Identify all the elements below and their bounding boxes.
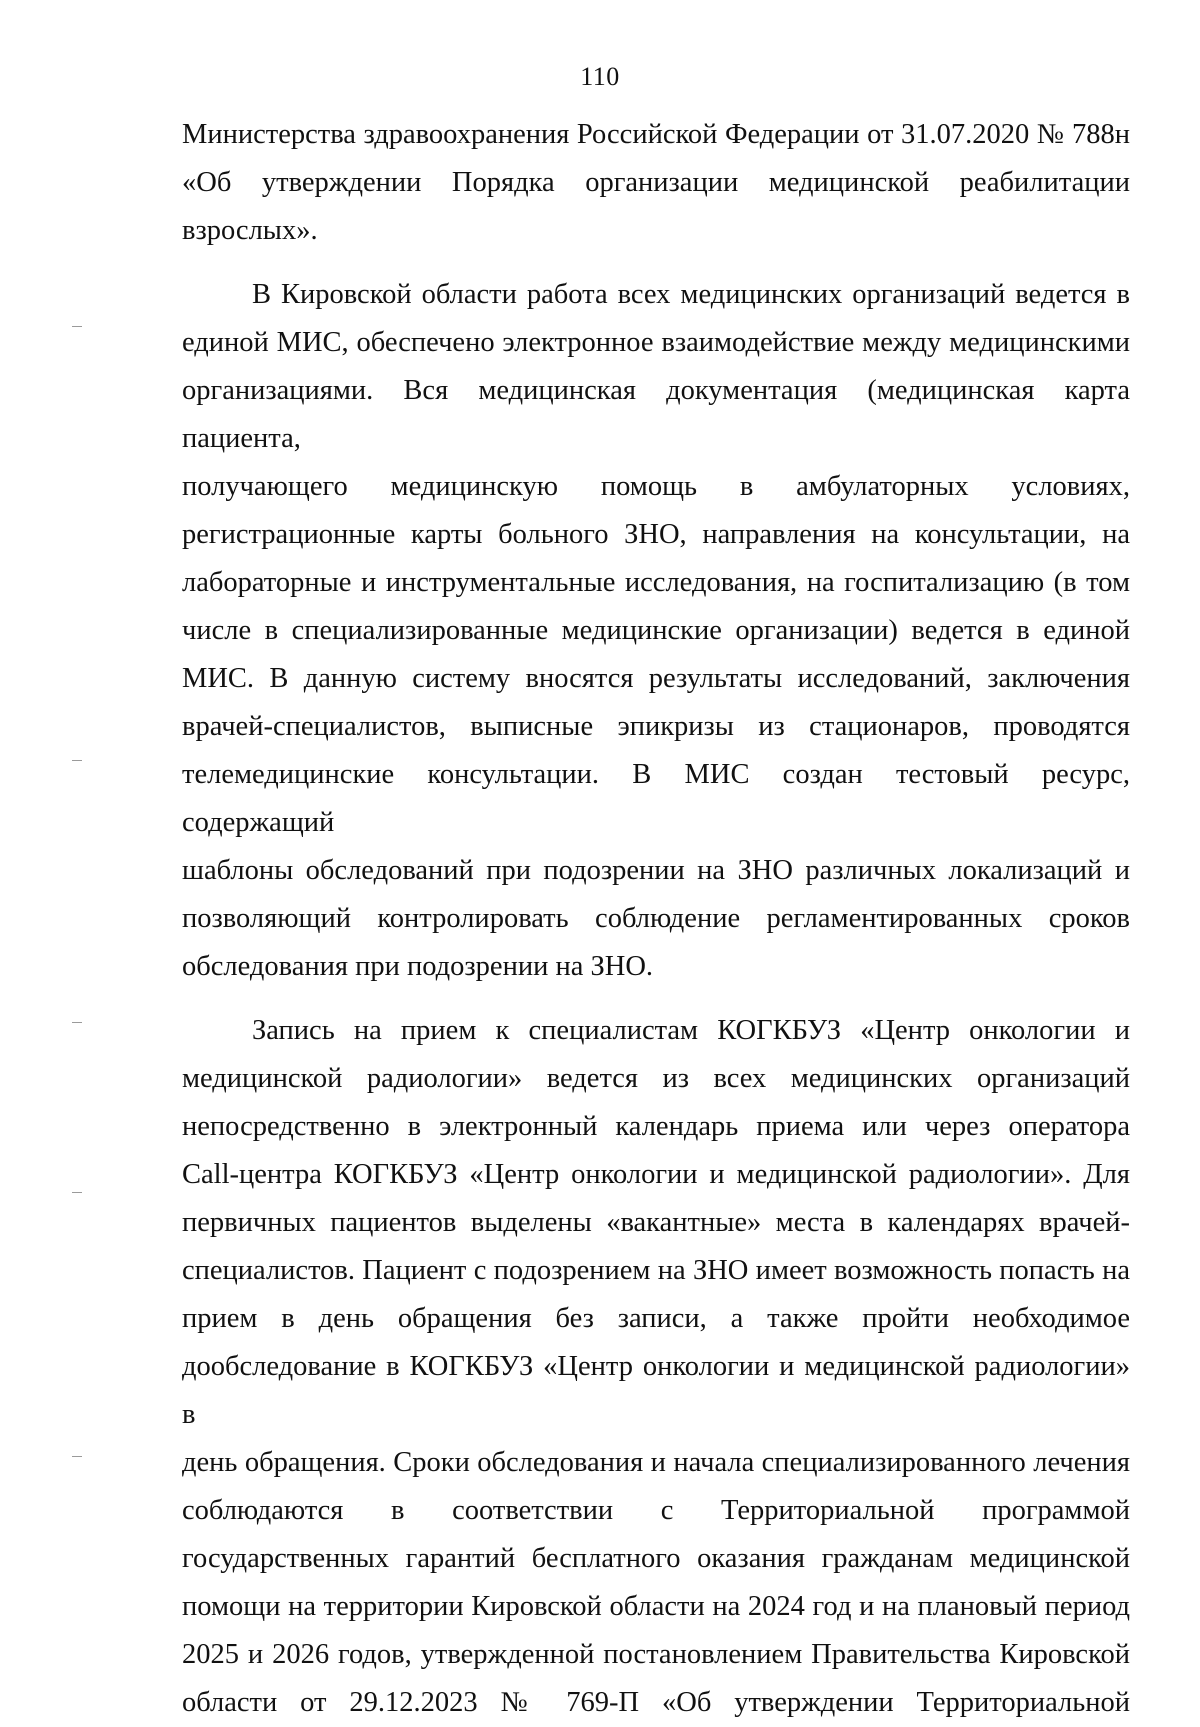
text-line: МИС. В данную систему вносятся результаты исследований, заключения [182,663,1130,694]
text-line: 2025 и 2026 годов, утвержденной постановлением Правительства Кировской [182,1639,1130,1670]
text-line: шаблоны обследований при подозрении на ЗНО различных локализаций и [182,855,1130,886]
text-line: врачей-специалистов, выписные эпикризы из стационаров, проводятся [182,711,1130,742]
scan-mark [72,326,82,327]
text-line: соблюдаются в соответствии с Территориальной программой [182,1495,1130,1526]
text-line: области от 29.12.2023 № 769-П «Об утверждении Территориальной [182,1687,1130,1718]
text-line: В Кировской области работа всех медицинских организаций ведется в [252,279,1130,310]
text-line: первичных пациентов выделены «вакантные» места в календарях врачей- [182,1207,1130,1238]
page-number: 110 [580,62,620,91]
text-line: единой МИС, обеспечено электронное взаимодействие между медицинскими [182,327,1130,358]
text-line: помощи на территории Кировской области на 2024 год и на плановый период [182,1591,1130,1622]
text-line: позволяющий контролировать соблюдение регламентированных сроков [182,903,1130,934]
text-line: организациями. Вся медицинская документация (медицинская карта пациента, [182,375,1130,454]
text-line: «Об утверждении Порядка организации медицинской реабилитации [182,167,1130,198]
text-line: Запись на прием к специалистам КОГКБУЗ «Центр онкологии и [252,1015,1130,1046]
text-line: регистрационные карты больного ЗНО, направления на консультации, на [182,519,1130,550]
scan-mark [72,1456,82,1457]
scan-mark [72,1192,82,1193]
text-line: прием в день обращения без записи, а также пройти необходимое [182,1303,1130,1334]
paragraph-2 [182,271,1130,991]
text-line: специалистов. Пациент с подозрением на ЗНО имеет возможность попасть на [182,1255,1130,1286]
text-line: Call-центра КОГКБУЗ «Центр онкологии и медицинской радиологии». Для [182,1159,1130,1190]
text-line: непосредственно в электронный календарь приема или через оператора [182,1111,1130,1142]
text-line: получающего медицинскую помощь в амбулаторных условиях, [182,471,1130,502]
text-line: числе в специализированные медицинские организации) ведется в единой [182,615,1130,646]
text-line: медицинской радиологии» ведется из всех медицинских организаций [182,1063,1130,1094]
text-line: дообследование в КОГКБУЗ «Центр онкологии и медицинской радиологии» в [182,1351,1130,1430]
scan-mark [72,760,82,761]
text-line: взрослых». [182,215,318,246]
text-line: Министерства здравоохранения Российской Федерации от 31.07.2020 № 788н [182,119,1130,150]
paragraph-1 [182,111,1130,255]
text-line: обследования при подозрении на ЗНО. [182,951,654,982]
text-line: день обращения. Сроки обследования и начала специализированного лечения [182,1447,1130,1478]
text-line: государственных гарантий бесплатного оказания гражданам медицинской [182,1543,1130,1574]
scan-mark [72,1022,82,1023]
document-body [182,111,1130,1727]
paragraph-3 [182,1007,1130,1727]
text-line: телемедицинские консультации. В МИС создан тестовый ресурс, содержащий [182,759,1130,838]
text-line: лабораторные и инструментальные исследования, на госпитализацию (в том [182,567,1130,598]
